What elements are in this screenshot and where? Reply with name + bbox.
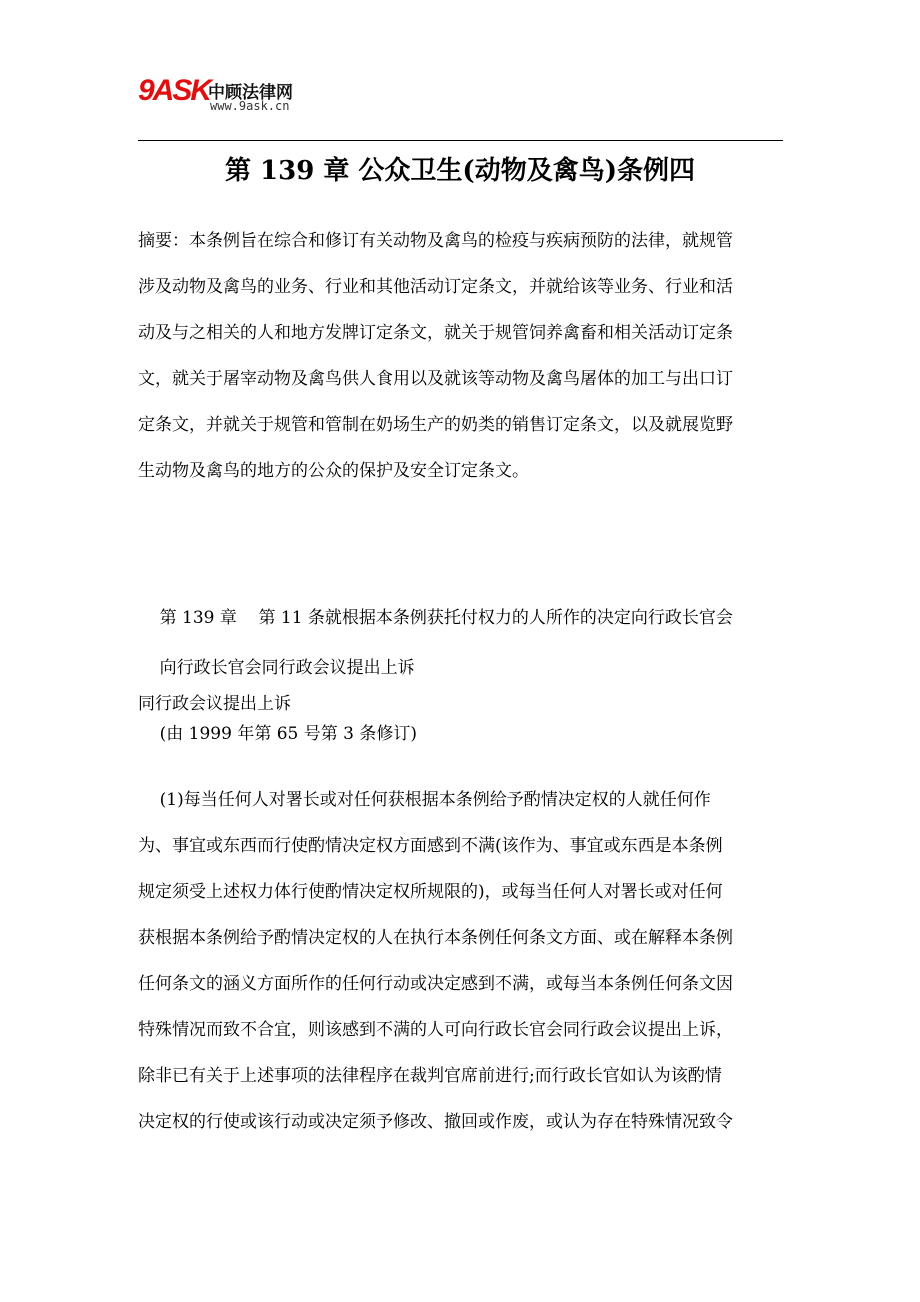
text-line: 除非已有关于上述事项的法律程序在裁判官席前进行;而行政长官如认为该酌情 [138, 1066, 722, 1086]
text-line: 规定须受上述权力体行使酌情决定权所规限的)，或每当任何人对署长或对任何 [138, 882, 723, 902]
text-line: 获根据本条例给予酌情决定权的人在执行本条例任何条文方面、或在解释本条例 [138, 928, 733, 948]
text-line: 第 139 章 第 11 条就根据本条例获托付权力的人所作的决定向行政长官会 [138, 608, 733, 628]
text-line: 为、事宜或东西而行使酌情决定权方面感到不满(该作为、事宜或东西是本条例 [138, 836, 723, 856]
text-line: (由 1999 年第 65 号第 3 条修订) [138, 724, 418, 744]
text-line: 向行政长官会同行政会议提出上诉 [138, 658, 415, 678]
text-line: 涉及动物及禽鸟的业务、行业和其他活动订定条文，并就给该等业务、行业和活 [138, 277, 733, 297]
section-subtitle [138, 645, 798, 691]
text-line: 特殊情况而致不合宜，则该感到不满的人可向行政长官会同行政会议提出上诉， [138, 1020, 733, 1040]
text-line: 任何条文的涵义方面所作的任何行动或决定感到不满，或每当本条例任何条文因 [138, 974, 733, 994]
text-line: 定条文，并就关于规管和管制在奶场生产的奶类的销售订定条文，以及就展览野 [138, 415, 733, 435]
clause-1-paragraph [138, 777, 798, 1145]
abstract-paragraph [138, 218, 798, 494]
text-line: 同行政会议提出上诉 [138, 694, 291, 714]
text-line: 决定权的行使或该行动或决定须予修改、撤回或作废，或认为存在特殊情况致令 [138, 1112, 733, 1132]
text-line: 文，就关于屠宰动物及禽鸟供人食用以及就该等动物及禽鸟屠体的加工与出口订 [138, 369, 733, 389]
text-line: (1)每当任何人对署长或对任何获根据本条例给予酌情决定权的人就任何作 [138, 790, 711, 810]
logo-mark: 9ASK [138, 74, 211, 107]
text-line: 摘要：本条例旨在综合和修订有关动物及禽鸟的检疫与疾病预防的法律，就规管 [138, 231, 733, 251]
text-line: 动及与之相关的人和地方发牌订定条文，就关于规管饲养禽畜和相关活动订定条 [138, 323, 733, 343]
header-divider [138, 140, 783, 141]
text-line: 生动物及禽鸟的地方的公众的保护及安全订定条文。 [138, 461, 529, 481]
amendment-note [138, 711, 798, 757]
logo-name: 中顾法律网 [208, 83, 293, 103]
logo-url: www.9ask.cn [210, 99, 290, 113]
site-logo [138, 72, 338, 112]
document-title: 第 139 章 公众卫生(动物及禽鸟)条例四 [224, 156, 696, 186]
